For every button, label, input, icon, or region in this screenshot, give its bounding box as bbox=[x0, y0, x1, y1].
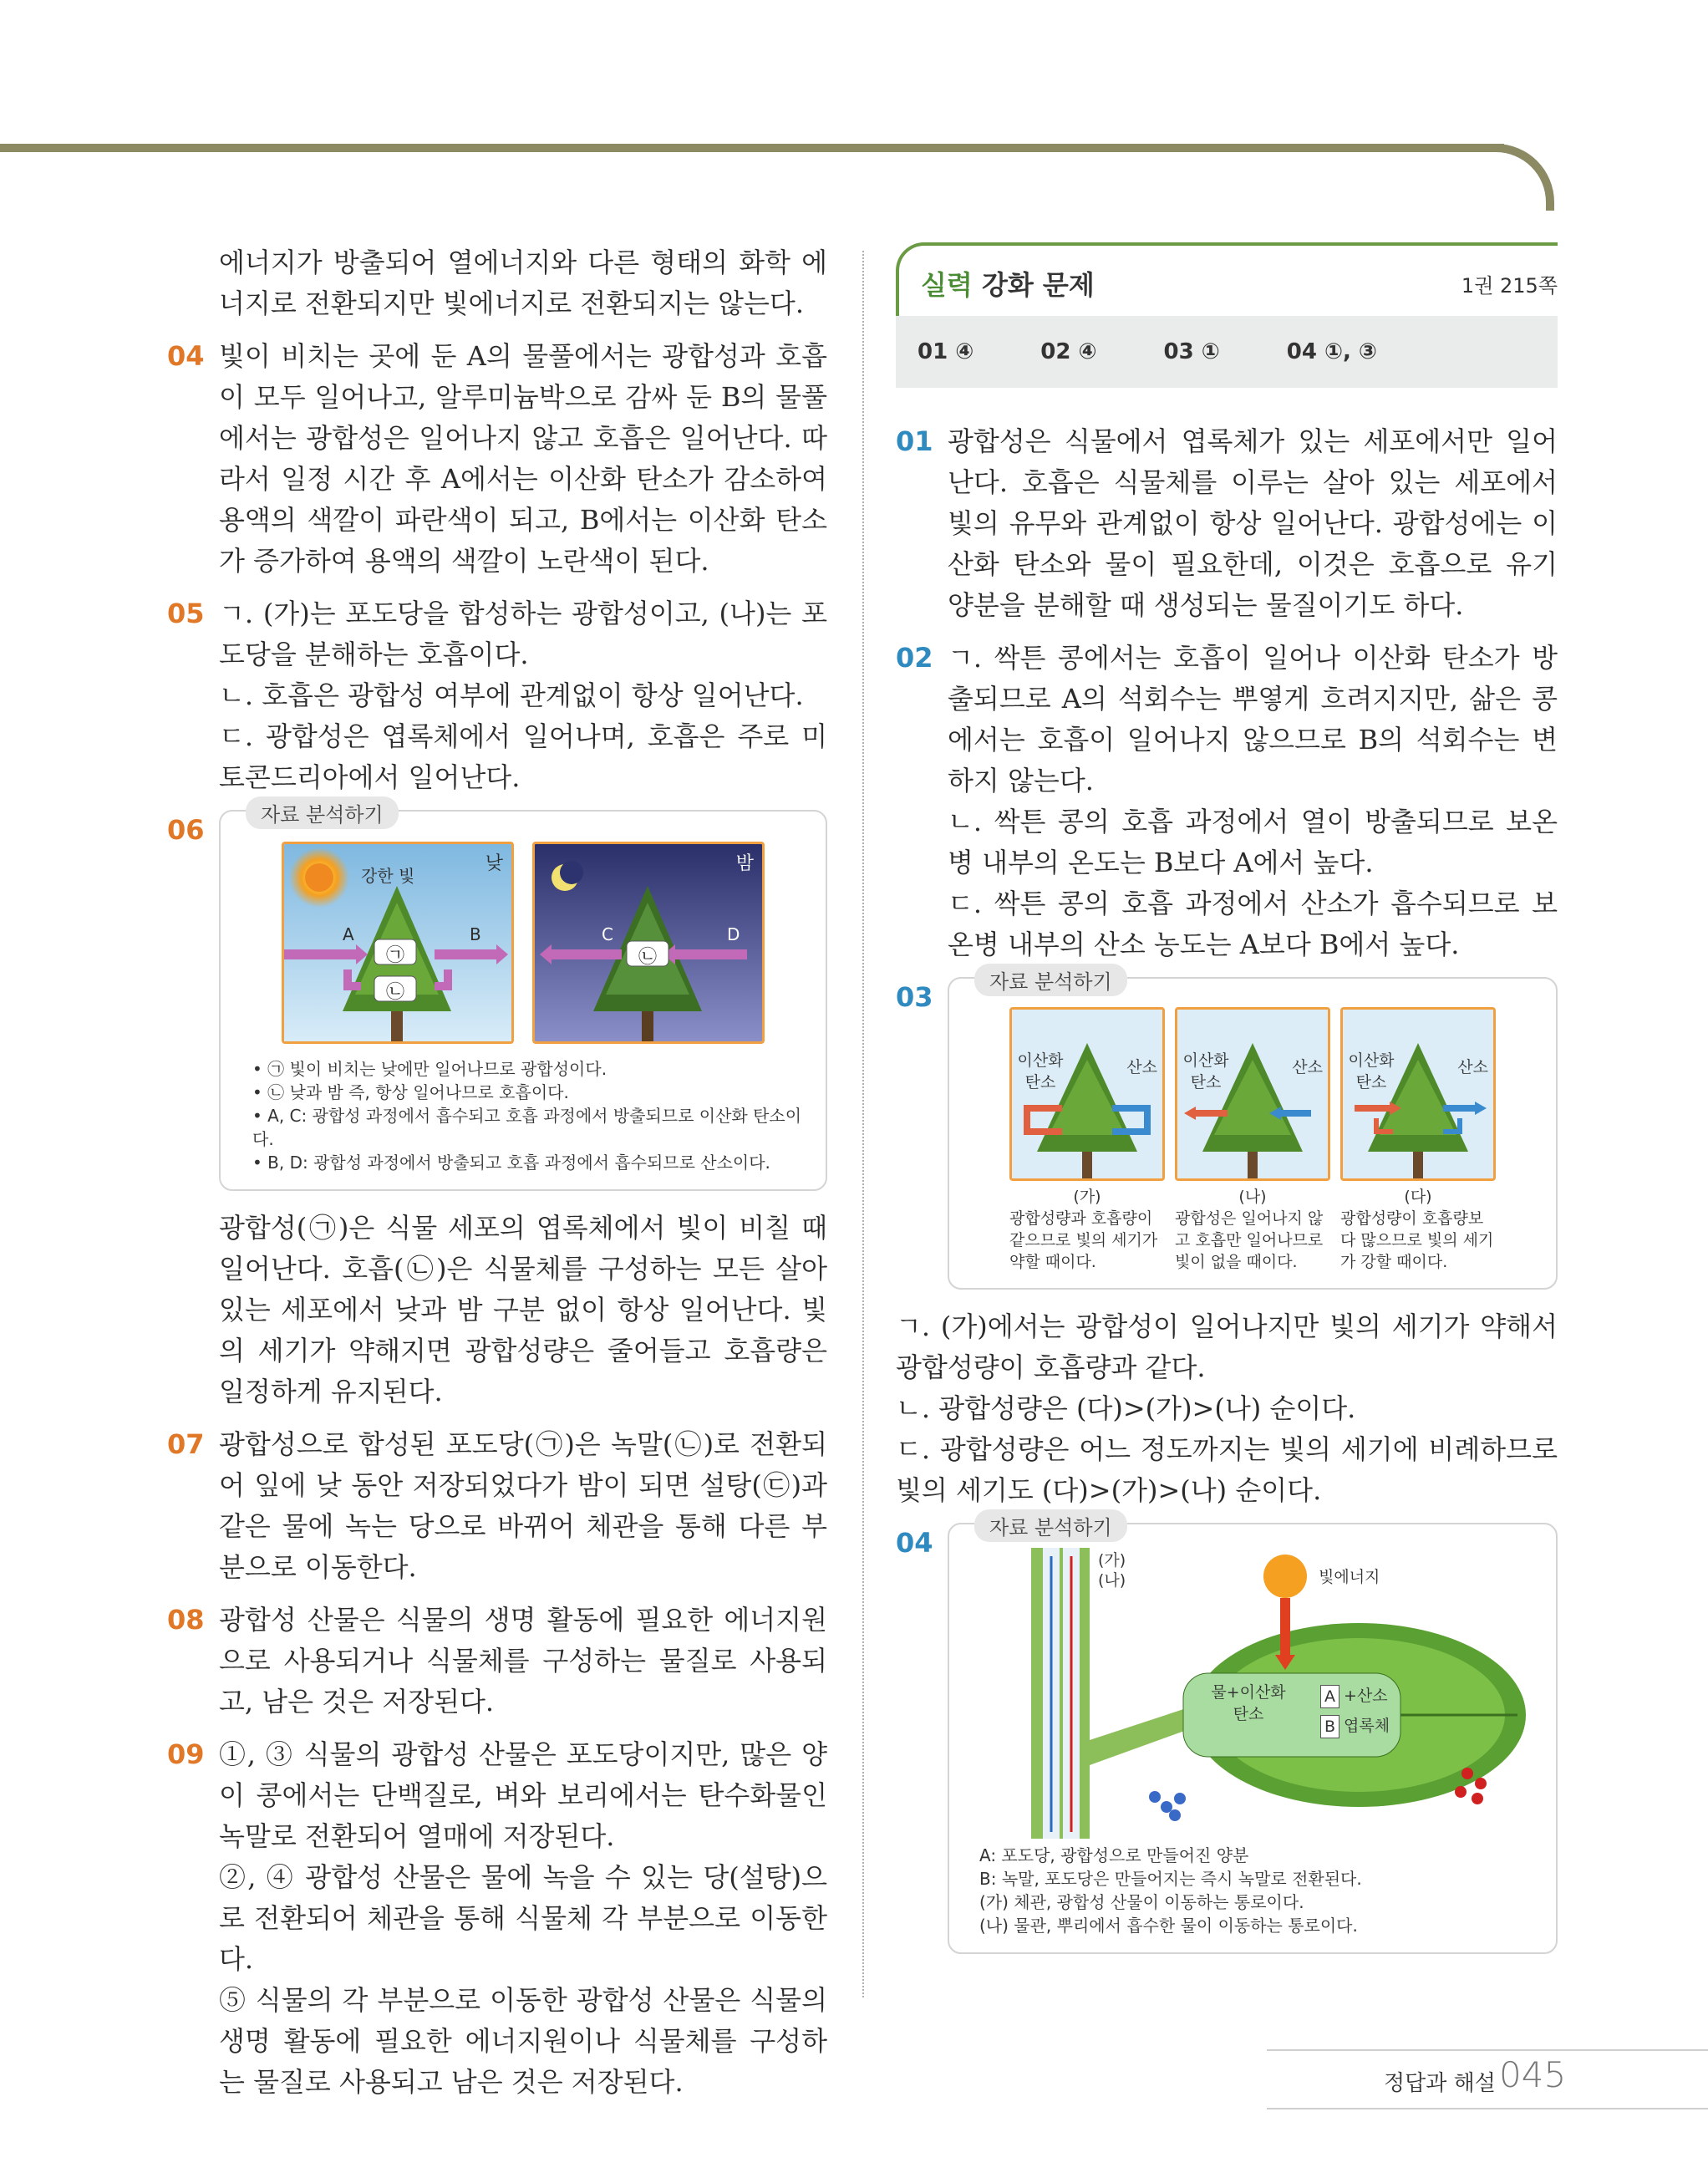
label-xylem: (나) bbox=[1098, 1571, 1126, 1590]
analysis-box bbox=[948, 970, 1558, 1290]
answer-06 bbox=[167, 803, 827, 1191]
footer-label: 정답과 해설 bbox=[1384, 2071, 1496, 2096]
label-light: 빛에너지 bbox=[1319, 1568, 1380, 1586]
note-line: A: 포도당, 광합성으로 만들어진 양분 bbox=[979, 1845, 1249, 1865]
analysis-box bbox=[219, 803, 827, 1191]
analysis-box bbox=[948, 1516, 1558, 1954]
tree-panel bbox=[1175, 1007, 1330, 1181]
item-number: 01 bbox=[896, 425, 933, 457]
intro-block bbox=[167, 242, 827, 324]
item-text: 광합성은 식물에서 엽록체가 있는 세포에서만 일어난다. 호흡은 식물체를 이루는 살아 있는 세포에서 빛의 유무와 관계없이 항상 일어난다. 광합성에는 이산화 탄소와 물이 필요한데, 이것은 호흡으로 유기 양분을 분해할 때 생성되는 물질이기도 하다. bbox=[948, 425, 1558, 621]
answer-r01 bbox=[896, 421, 1558, 626]
answer-key-bar bbox=[896, 316, 1558, 388]
item-line: ㄱ. 싹튼 콩에서는 호흡이 일어나 이산화 탄소가 방출되므로 A의 석회수는 뿌옇게 흐려지지만, 삶은 콩에서는 호흡이 일어나지 않으므로 B의 석회수는 변하지 않는다. bbox=[948, 642, 1558, 796]
top-rule-curve bbox=[1479, 144, 1554, 211]
page-number: 045 bbox=[1499, 2054, 1567, 2095]
item-line: ㄴ. 싹튼 콩의 호흡 과정에서 열이 방출되므로 보온병 내부의 온도는 B보다 A에서 높다. bbox=[948, 806, 1558, 878]
item-text: 빛이 비치는 곳에 둔 A의 물풀에서는 광합성과 호흡이 모두 일어나고, 알루미늄박으로 감싸 둔 B의 물풀에서는 광합성은 일어나지 않고 호흡은 일어난다. 따라서 일정 시간 후 A에서는 이산화 탄소가 감소하여 용액의 색깔이 파란색이 되고, B에서는 이산화 탄소가 증가하여 용액의 색깔이 노란색이 된다. bbox=[219, 340, 827, 577]
answer-04 bbox=[167, 336, 827, 582]
answer-r02 bbox=[896, 638, 1558, 965]
item-number: 04 bbox=[896, 1527, 933, 1559]
item-line: ㄷ. 광합성량은 어느 정도까지는 빛의 세기에 비례하므로 빛의 세기도 (다)>(가)>(나) 순이다. bbox=[896, 1433, 1558, 1506]
note-line: (나) 물관, 뿌리에서 흡수한 물이 이동하는 통로이다. bbox=[979, 1916, 1358, 1936]
item-line: ①, ③ 식물의 광합성 산물은 포도당이지만, 많은 양이 콩에서는 단백질로, 벼와 보리에서는 탄수화물인 녹말로 전환되어 열매에 저장된다. bbox=[219, 1738, 827, 1852]
note-line: • B, D: 광합성 과정에서 방출되고 호흡 과정에서 흡수되므로 산소이다. bbox=[252, 1153, 770, 1173]
answer-r03-text bbox=[896, 1306, 1558, 1511]
answer-key: 02 ④ bbox=[1040, 339, 1097, 364]
left-column bbox=[167, 242, 827, 2114]
item-number: 02 bbox=[896, 642, 933, 674]
o2-label: 산소 bbox=[1457, 1058, 1488, 1076]
o2-label: 산소 bbox=[1292, 1058, 1323, 1076]
tree-gas-exchange-da bbox=[1343, 1010, 1493, 1178]
night-panel bbox=[532, 842, 765, 1044]
section-reference: 1권 215쪽 bbox=[1461, 274, 1558, 298]
footer-rule-bottom bbox=[1267, 2108, 1708, 2109]
answer-key: 04 ①, ③ bbox=[1286, 339, 1377, 364]
co2-label: 이산화 탄소 bbox=[1182, 1051, 1229, 1092]
panel-label: (다) bbox=[1404, 1188, 1432, 1206]
section-header bbox=[896, 242, 1558, 316]
item-line: ⑤ 식물의 각 부분으로 이동한 광합성 산물은 식물의 생명 활동에 필요한 에너지원이나 식물체를 구성하는 물질로 사용되고 남은 것은 저장된다. bbox=[219, 1984, 827, 2098]
answer-07 bbox=[167, 1424, 827, 1588]
panel-ga bbox=[1009, 1007, 1165, 1273]
note-line: • A, C: 광합성 과정에서 흡수되고 호흡 과정에서 방출되므로 이산화 탄소이다. bbox=[252, 1106, 802, 1149]
co2-label: 이산화 탄소 bbox=[1017, 1051, 1064, 1092]
item-line: ㄱ. (가)에서는 광합성이 일어나지만 빛의 세기가 약해서 광합성량이 호흡량과 같다. bbox=[896, 1310, 1558, 1383]
item-line: ㄴ. 호흡은 광합성 여부에 관계없이 항상 일어난다. bbox=[219, 679, 804, 711]
intro-text: 에너지가 방출되어 열에너지와 다른 형태의 화학 에너지로 전환되지만 빛에너지로 전환되지는 않는다. bbox=[219, 247, 827, 319]
analysis-notes bbox=[237, 1057, 809, 1174]
item-text: 광합성으로 합성된 포도당(㉠)은 녹말(㉡)로 전환되어 잎에 낮 동안 저장되었다가 밤이 되면 설탕(㉢)과 같은 물에 녹는 당으로 바뀌어 체관을 통해 다른 부분으로 이동한다. bbox=[219, 1428, 827, 1583]
column-separator bbox=[862, 251, 864, 1997]
answer-09 bbox=[167, 1734, 827, 2103]
analysis-notes bbox=[966, 1844, 1539, 1937]
arrow-label-d: D bbox=[727, 924, 740, 944]
item-line: ②, ④ 광합성 산물은 물에 녹을 수 있는 당(설탕)으로 전환되어 체관을 통해 식물체 각 부분으로 이동한다. bbox=[219, 1861, 827, 1975]
item-number: 07 bbox=[167, 1428, 205, 1460]
panel-da bbox=[1340, 1007, 1496, 1273]
label-a: A bbox=[1320, 1685, 1339, 1708]
mark-respiration-night: ㉡ bbox=[638, 947, 658, 968]
note-line: (가) 체관, 광합성 산물이 이동하는 통로이다. bbox=[979, 1892, 1304, 1912]
analysis-tag: 자료 분석하기 bbox=[974, 1509, 1127, 1542]
day-panel bbox=[282, 842, 514, 1044]
footer-rule bbox=[1267, 2049, 1708, 2051]
o2-label: 산소 bbox=[1126, 1058, 1157, 1076]
item-line: ㄱ. (가)는 포도당을 합성하는 광합성이고, (나)는 포도당을 분해하는 호흡이다. bbox=[219, 598, 827, 670]
item-number: 05 bbox=[167, 598, 205, 629]
label-reactants: 물+이산화 탄소 bbox=[1211, 1683, 1286, 1723]
answer-06-text bbox=[167, 1208, 827, 1412]
co2-label: 이산화 탄소 bbox=[1348, 1051, 1395, 1092]
arrow-label-c: C bbox=[602, 924, 613, 944]
tree-gas-exchange-na bbox=[1177, 1010, 1328, 1178]
answer-key: 01 ④ bbox=[918, 339, 974, 364]
section-title bbox=[921, 264, 1095, 303]
label-plus-o2: +산소 bbox=[1344, 1687, 1388, 1705]
answer-05 bbox=[167, 593, 827, 798]
panel-label: (나) bbox=[1238, 1188, 1267, 1206]
item-number: 06 bbox=[167, 814, 205, 846]
label-chloroplast: 엽록체 bbox=[1344, 1717, 1390, 1735]
panel-label: (가) bbox=[1073, 1188, 1101, 1206]
note-line: • ㉡ 낮과 밤 즉, 항상 일어나므로 호흡이다. bbox=[252, 1082, 569, 1102]
mark-photosynthesis: ㉠ bbox=[386, 945, 405, 966]
item-number: 08 bbox=[167, 1604, 205, 1636]
top-rule bbox=[0, 144, 1504, 152]
item-line: ㄷ. 싹튼 콩의 호흡 과정에서 산소가 흡수되므로 보온병 내부의 산소 농도는 A보다 B에서 높다. bbox=[948, 888, 1558, 960]
sun-label: 강한 빛 bbox=[361, 866, 415, 886]
item-number: 03 bbox=[896, 981, 933, 1013]
night-label: 밤 bbox=[735, 853, 754, 874]
tree-panel bbox=[1009, 1007, 1165, 1181]
tree-gas-exchange-ga bbox=[1012, 1010, 1162, 1178]
answer-08 bbox=[167, 1600, 827, 1723]
arrow-label-a: A bbox=[343, 924, 354, 944]
right-column bbox=[896, 242, 1558, 1971]
analysis-tag: 자료 분석하기 bbox=[246, 796, 399, 829]
panel-caption: 광합성량이 호흡량보다 많으므로 빛의 세기가 강할 때이다. bbox=[1340, 1209, 1494, 1271]
leaf-diagram bbox=[966, 1548, 1538, 1839]
item-line: ㄴ. 광합성량은 (다)>(가)>(나) 순이다. bbox=[896, 1392, 1356, 1424]
tree-panel bbox=[1340, 1007, 1496, 1181]
mark-respiration: ㉡ bbox=[386, 982, 405, 1003]
panel-caption: 광합성은 일어나지 않고 호흡만 일어나므로 빛이 없을 때이다. bbox=[1175, 1209, 1324, 1271]
label-b: B bbox=[1320, 1715, 1339, 1738]
label-phloem: (가) bbox=[1098, 1551, 1126, 1570]
item-text: 광합성 산물은 식물의 생명 활동에 필요한 에너지원으로 사용되거나 식물체를 구성하는 물질로 사용되고, 남은 것은 저장된다. bbox=[219, 1604, 827, 1717]
section-title-accent: 실력 bbox=[921, 269, 973, 301]
day-label: 낮 bbox=[485, 853, 503, 874]
answer-key: 03 ① bbox=[1163, 339, 1220, 364]
answer-r03 bbox=[896, 970, 1558, 1290]
arrow-label-b: B bbox=[470, 924, 481, 944]
item-number: 09 bbox=[167, 1738, 205, 1770]
section-title-rest: 강화 문제 bbox=[972, 269, 1095, 301]
answer-r04 bbox=[896, 1516, 1558, 1954]
note-line: B: 녹말, 포도당은 만들어지는 즉시 녹말로 전환된다. bbox=[979, 1869, 1362, 1889]
panel-na bbox=[1175, 1007, 1330, 1273]
panel-caption: 광합성량과 호흡량이 같으므로 빛의 세기가 약할 때이다. bbox=[1009, 1209, 1158, 1271]
analysis-tag: 자료 분석하기 bbox=[974, 964, 1127, 996]
note-line: • ㉠ 빛이 비치는 낮에만 일어나므로 광합성이다. bbox=[252, 1059, 607, 1079]
item-number: 04 bbox=[167, 340, 205, 372]
item-line: ㄷ. 광합성은 엽록체에서 일어나며, 호흡은 주로 미토콘드리아에서 일어난다. bbox=[219, 720, 827, 793]
item-text: 광합성(㉠)은 식물 세포의 엽록체에서 빛이 비칠 때 일어난다. 호흡(㉡)은 식물체를 구성하는 모든 살아 있는 세포에서 낮과 밤 구분 없이 항상 일어난다. 빛의 세기가 약해지면 광합성량은 줄어들고 호흡량은 일정하게 유지된다. bbox=[219, 1212, 827, 1407]
